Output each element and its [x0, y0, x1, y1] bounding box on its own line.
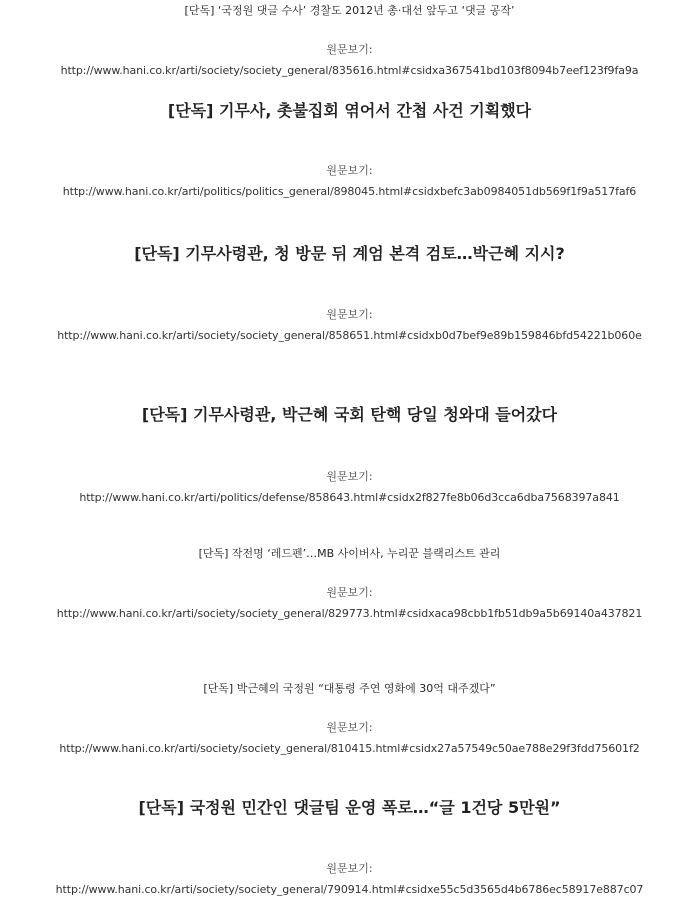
article-title: [단독] ‘국정원 댓글 수사’ 경찰도 2012년 총·대선 앞두고 ‘댓글 공작’: [184, 4, 515, 17]
article-link[interactable]: http://www.hani.co.kr/arti/politics/defense/858643.html#csidx2f827fe8b06d3cca6dba7568397a841: [79, 491, 620, 504]
article-link[interactable]: http://www.hani.co.kr/arti/society/society_general/810415.html#csidx27a57549c50ae788e29f3fdd75601f2: [59, 742, 640, 755]
article-link[interactable]: http://www.hani.co.kr/arti/society/society_general/790914.html#csidxe55c5d3565d4b6786ec58917e887c07: [55, 883, 644, 896]
article-7: [0, 797, 699, 898]
article-1: [0, 3, 699, 79]
article-link[interactable]: http://www.hani.co.kr/arti/politics/politics_general/898045.html#csidxbefc3ab0984051db569f1f9a517faf6: [62, 185, 637, 198]
article-2: [0, 100, 699, 200]
source-label: 원문보기:: [326, 721, 373, 734]
source-label: 원문보기:: [326, 470, 373, 483]
article-link[interactable]: http://www.hani.co.kr/arti/society/society_general/829773.html#csidxaca98cbb1fb51db9a5b69140a437821: [56, 607, 643, 620]
article-title: [단독] 기무사령관, 청 방문 뒤 계엄 본격 검토…박근혜 지시?: [134, 244, 565, 263]
article-link[interactable]: http://www.hani.co.kr/arti/society/society_general/835616.html#csidxa367541bd103f8094b7eef123f9fa9a: [60, 64, 639, 77]
article-3: [0, 243, 699, 344]
source-label: 원문보기:: [326, 43, 373, 56]
article-title: [단독] 작전명 ‘레드펜’…MB 사이버사, 누리꾼 블랙리스트 관리: [198, 547, 501, 560]
source-label: 원문보기:: [326, 164, 373, 177]
article-title: [단독] 기무사령관, 박근혜 국회 탄핵 당일 청와대 들어갔다: [141, 405, 558, 424]
article-title: [단독] 박근혜의 국정원 “대통령 주연 영화에 30억 대주겠다”: [203, 682, 496, 695]
article-title: [단독] 국정원 민간인 댓글팀 운영 폭로…“글 1건당 5만원”: [138, 798, 561, 817]
source-label: 원문보기:: [326, 308, 373, 321]
article-link[interactable]: http://www.hani.co.kr/arti/society/society_general/858651.html#csidxb0d7bef9e89b159846bfd54221b060e: [57, 329, 642, 342]
article-5: [0, 546, 699, 622]
article-4: [0, 404, 699, 506]
article-6: [0, 681, 699, 757]
source-label: 원문보기:: [326, 862, 373, 875]
article-title: [단독] 기무사, 촛불집회 엮어서 간첩 사건 기획했다: [167, 101, 532, 120]
source-label: 원문보기:: [326, 586, 373, 599]
